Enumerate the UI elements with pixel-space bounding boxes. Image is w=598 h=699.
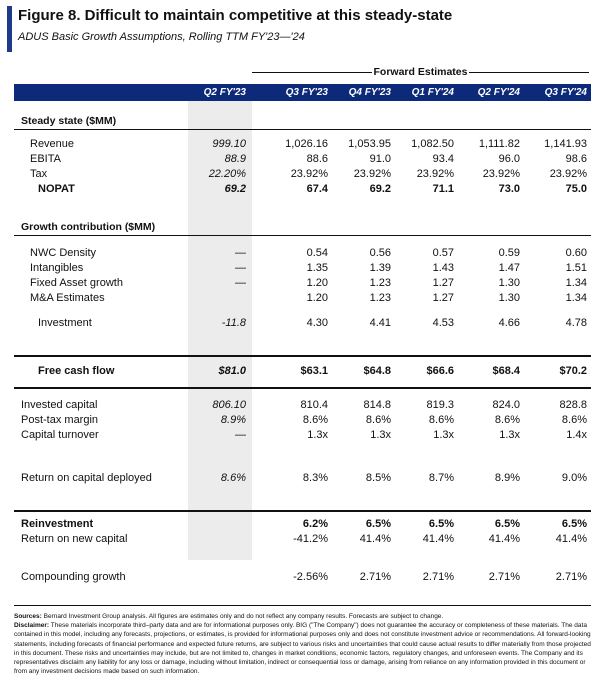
cell-value: -41.2% bbox=[293, 533, 328, 545]
cell-value: -11.8 bbox=[221, 317, 246, 329]
row-label: EBITA bbox=[30, 153, 61, 165]
col-header-q2fy24: Q2 FY'24 bbox=[477, 87, 520, 98]
table-row-nopat bbox=[0, 182, 598, 197]
cell-value: 0.54 bbox=[306, 247, 328, 259]
cell-value: 8.5% bbox=[365, 472, 391, 484]
cell-value: 8.6% bbox=[494, 414, 520, 426]
cell-value: — bbox=[235, 429, 246, 441]
cell-value: 8.6% bbox=[428, 414, 454, 426]
cell-value: $68.4 bbox=[492, 365, 520, 377]
col-header-q3fy23: Q3 FY'23 bbox=[285, 87, 328, 98]
cell-value: 23.92% bbox=[416, 168, 454, 180]
cell-value: 98.6 bbox=[565, 153, 587, 165]
cell-value: 8.3% bbox=[302, 472, 328, 484]
cell-value: 1.3x bbox=[307, 429, 328, 441]
cell-value: 8.7% bbox=[428, 472, 454, 484]
cell-value: — bbox=[235, 277, 246, 289]
row-label: Capital turnover bbox=[21, 429, 99, 441]
cell-value: 1.39 bbox=[369, 262, 391, 274]
cell-value: 819.3 bbox=[426, 399, 454, 411]
cell-value: 4.66 bbox=[498, 317, 520, 329]
table-row-post-tax-margin bbox=[0, 413, 598, 428]
cell-value: 1.3x bbox=[370, 429, 391, 441]
column-header-bar bbox=[14, 84, 591, 101]
row-label: Reinvestment bbox=[21, 518, 94, 530]
cell-value: $63.1 bbox=[300, 365, 328, 377]
cell-value: 1,141.93 bbox=[544, 138, 587, 150]
figure-title: Figure 8. Difficult to maintain competitive at this steady-state bbox=[18, 7, 453, 24]
cell-value: 69.2 bbox=[224, 183, 246, 195]
cell-value: 1.23 bbox=[369, 292, 391, 304]
disclaimer-text: These materials incorporate third–party data and are for informational purposes only. BIG ("The Company") does not guarantee the accuracy or completeness of these materials. The data contained in this model, including any forecasts, projections, or estimates, is provided for informational purposes only and does not constitute investment advice or recommendations. All forward-looking statements, including forecasts of financial performance and expected future returns, are subject to various risks and uncertainties that could cause actual results to differ materially from those projected in this document. These risks and uncertainties may include, but are not limited to, changes in market conditions, economic factors, regulatory changes, and unforeseen events. The Company and its representatives disclaim any liability for any loss or damage, including without limitation, indirect or consequential loss or damage, arising from reliance on any information provided in this document or from any investment decisions made based on such information. bbox=[14, 622, 591, 676]
cell-value: 806.10 bbox=[212, 399, 246, 411]
cell-value: 999.10 bbox=[212, 138, 246, 150]
cell-value: 75.0 bbox=[565, 183, 587, 195]
cell-value: 23.92% bbox=[353, 168, 391, 180]
cell-value: 1,111.82 bbox=[478, 138, 520, 150]
table-row-revenue bbox=[0, 137, 598, 152]
divider bbox=[14, 129, 591, 130]
section-steady-state: Steady state ($MM) bbox=[21, 115, 117, 127]
divider bbox=[14, 235, 591, 236]
cell-value: 41.4% bbox=[555, 533, 587, 545]
cell-value: 23.92% bbox=[482, 168, 520, 180]
table-row-investment bbox=[0, 316, 598, 331]
divider bbox=[14, 510, 591, 512]
cell-value: 91.0 bbox=[369, 153, 391, 165]
divider bbox=[14, 387, 591, 389]
cell-value: 4.30 bbox=[306, 317, 328, 329]
cell-value: 1.3x bbox=[433, 429, 454, 441]
cell-value: — bbox=[235, 247, 246, 259]
cell-value: 1.47 bbox=[498, 262, 520, 274]
cell-value: 0.56 bbox=[369, 247, 391, 259]
forward-estimates-bracket bbox=[252, 66, 589, 78]
cell-value: -2.56% bbox=[293, 571, 328, 583]
table-row-tax bbox=[0, 167, 598, 182]
cell-value: 23.92% bbox=[290, 168, 328, 180]
row-label: Compounding growth bbox=[21, 571, 126, 583]
cell-value: 8.9% bbox=[494, 472, 520, 484]
disclaimer-label: Disclaimer: bbox=[14, 622, 50, 630]
cell-value: 2.71% bbox=[359, 571, 391, 583]
row-label: NOPAT bbox=[38, 183, 75, 195]
cell-value: 1.20 bbox=[306, 277, 328, 289]
cell-value: 6.5% bbox=[428, 518, 454, 530]
row-label: Investment bbox=[38, 317, 92, 329]
cell-value: 810.4 bbox=[300, 399, 328, 411]
row-label: Fixed Asset growth bbox=[30, 277, 123, 289]
col-header-q4fy23: Q4 FY'23 bbox=[348, 87, 391, 98]
cell-value: 0.59 bbox=[498, 247, 520, 259]
table-row-fcf bbox=[0, 364, 598, 379]
cell-value: 6.5% bbox=[365, 518, 391, 530]
row-label: Return on new capital bbox=[21, 533, 128, 545]
row-label: Return on capital deployed bbox=[21, 472, 152, 484]
cell-value: 4.53 bbox=[432, 317, 454, 329]
section-growth-contribution: Growth contribution ($MM) bbox=[21, 221, 156, 233]
cell-value: 6.5% bbox=[494, 518, 520, 530]
cell-value: 4.78 bbox=[565, 317, 587, 329]
cell-value: 4.41 bbox=[369, 317, 391, 329]
col-header-q3fy24: Q3 FY'24 bbox=[544, 87, 587, 98]
row-label: Post-tax margin bbox=[21, 414, 99, 426]
cell-value: 1.4x bbox=[566, 429, 587, 441]
cell-value: 71.1 bbox=[432, 183, 454, 195]
row-label: Revenue bbox=[30, 138, 75, 150]
figure-subtitle: ADUS Basic Growth Assumptions, Rolling TTM FY'23—'24 bbox=[18, 31, 305, 43]
cell-value: 814.8 bbox=[363, 399, 391, 411]
cell-value: $70.2 bbox=[559, 365, 587, 377]
forward-estimates-label: Forward Estimates bbox=[373, 66, 468, 78]
cell-value: 828.8 bbox=[559, 399, 587, 411]
cell-value: $81.0 bbox=[218, 365, 246, 377]
cell-value: 1,053.95 bbox=[348, 138, 391, 150]
cell-value: 6.2% bbox=[302, 518, 328, 530]
cell-value: 1.27 bbox=[432, 277, 454, 289]
cell-value: 1.23 bbox=[369, 277, 391, 289]
cell-value: 69.2 bbox=[369, 183, 391, 195]
cell-value: 8.6% bbox=[302, 414, 328, 426]
cell-value: 88.6 bbox=[306, 153, 328, 165]
cell-value: 0.57 bbox=[432, 247, 454, 259]
cell-value: 8.6% bbox=[220, 472, 246, 484]
table-row-invested-capital bbox=[0, 398, 598, 413]
cell-value: 1.35 bbox=[306, 262, 328, 274]
cell-value: 88.9 bbox=[224, 153, 246, 165]
cell-value: 1.30 bbox=[498, 277, 520, 289]
cell-value: 2.71% bbox=[555, 571, 587, 583]
cell-value: 1.3x bbox=[499, 429, 520, 441]
row-label: Free cash flow bbox=[38, 365, 115, 377]
cell-value: 2.71% bbox=[422, 571, 454, 583]
col-header-q2fy23: Q2 FY'23 bbox=[203, 87, 246, 98]
cell-value: 1,082.50 bbox=[411, 138, 454, 150]
col-header-q1fy24: Q1 FY'24 bbox=[411, 87, 454, 98]
cell-value: 1.30 bbox=[498, 292, 520, 304]
table-row-fixed-asset bbox=[0, 276, 598, 291]
cell-value: 824.0 bbox=[492, 399, 520, 411]
row-label: M&A Estimates bbox=[30, 292, 105, 304]
table-row-ronc bbox=[0, 532, 598, 547]
figure-header bbox=[7, 6, 593, 52]
cell-value: 2.71% bbox=[488, 571, 520, 583]
divider bbox=[14, 355, 591, 357]
cell-value: 8.6% bbox=[365, 414, 391, 426]
table-row-capital-turnover bbox=[0, 428, 598, 443]
cell-value: 1.43 bbox=[432, 262, 454, 274]
table-row-ma bbox=[0, 291, 598, 306]
table-row-reinvestment bbox=[0, 517, 598, 532]
cell-value: 1.34 bbox=[565, 292, 587, 304]
cell-value: 8.6% bbox=[561, 414, 587, 426]
sources-label: Sources: bbox=[14, 613, 42, 620]
cell-value: 67.4 bbox=[306, 183, 328, 195]
cell-value: $66.6 bbox=[426, 365, 454, 377]
cell-value: 93.4 bbox=[432, 153, 454, 165]
cell-value: — bbox=[235, 262, 246, 274]
row-label: Tax bbox=[30, 168, 48, 180]
cell-value: 22.20% bbox=[208, 168, 246, 180]
cell-value: 0.60 bbox=[565, 247, 587, 259]
sources-text: Bernard Investment Group analysis. All figures are estimates only and do not reflect any company results. Forecasts are subject to change. bbox=[43, 613, 444, 620]
cell-value: 23.92% bbox=[549, 168, 587, 180]
row-label: NWC Density bbox=[30, 247, 97, 259]
cell-value: 1.34 bbox=[565, 277, 587, 289]
cell-value: 41.4% bbox=[359, 533, 391, 545]
cell-value: 6.5% bbox=[561, 518, 587, 530]
cell-value: 41.4% bbox=[488, 533, 520, 545]
cell-value: 1.51 bbox=[565, 262, 587, 274]
cell-value: 9.0% bbox=[561, 472, 587, 484]
cell-value: 1,026.16 bbox=[285, 138, 328, 150]
table-row-ebita bbox=[0, 152, 598, 167]
cell-value: 41.4% bbox=[422, 533, 454, 545]
cell-value: 1.20 bbox=[306, 292, 328, 304]
row-label: Invested capital bbox=[21, 399, 98, 411]
divider bbox=[14, 605, 591, 606]
cell-value: 96.0 bbox=[498, 153, 520, 165]
cell-value: 1.27 bbox=[432, 292, 454, 304]
cell-value: $64.8 bbox=[363, 365, 391, 377]
row-label: Intangibles bbox=[30, 262, 84, 274]
table-row-nwc bbox=[0, 246, 598, 261]
table-row-compounding bbox=[0, 570, 598, 585]
table-row-intangibles bbox=[0, 261, 598, 276]
table-row-rocd bbox=[0, 471, 598, 486]
cell-value: 73.0 bbox=[498, 183, 520, 195]
cell-value: 8.9% bbox=[220, 414, 246, 426]
footnotes bbox=[14, 612, 591, 676]
